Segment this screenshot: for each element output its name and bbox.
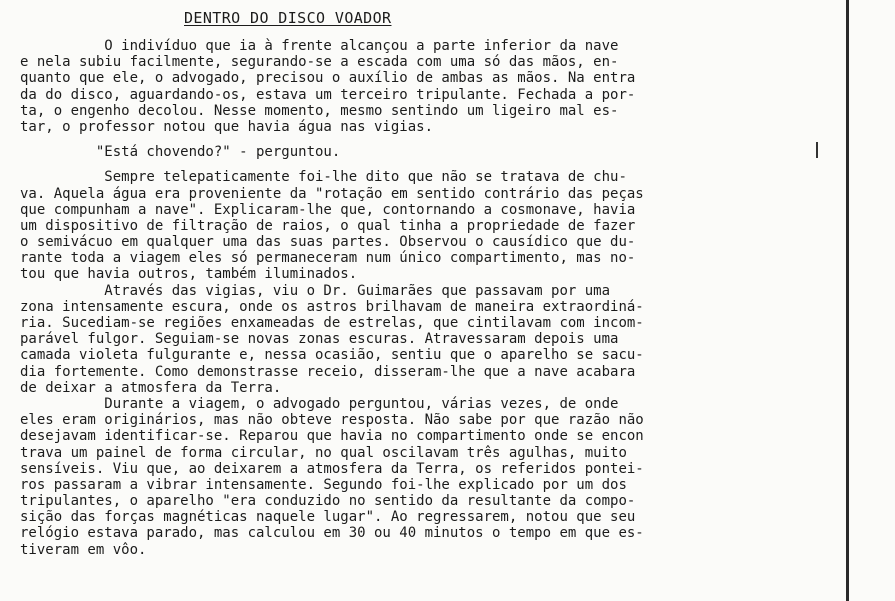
text-line: de deixar a atmosfera da Terra. [20,379,282,396]
text-line: dia fortemente. Como demonstrasse receio, disseram-lhe que a nave acabara [20,363,636,380]
text-line: "Está chovendo?" - perguntou. [20,144,341,161]
text-line: va. Aquela água era proveniente da "rotação em sentido contrário das peças [20,185,644,202]
paragraph [20,283,832,396]
text-line: tar, o professor notou que havia água nas vigias. [20,118,434,135]
paragraph [20,169,832,282]
text-line: quanto que ele, o advogado, precisou o auxílio de ambas as mãos. Na entra [20,70,636,87]
text-line: O indivíduo que ia à frente alcançou a parte inferior da nave [20,38,619,54]
text-line: tiveram em vôo. [20,541,147,558]
text-line: parável fulgor. Seguiam-se novas zonas escuras. Atravessaram depois uma [20,331,619,348]
text-line: camada violeta fulgurante e, nessa ocasião, sentiu que o aparelho se sacu- [20,347,644,364]
document-title: DENTRO DO DISCO VOADOR [184,9,392,27]
text-line: sensíveis. Viu que, ao deixarem a atmosfera da Terra, os referidos pontei- [20,460,644,477]
text-line: tou que havia outros, também iluminados. [20,266,358,283]
text-line: relógio estava parado, mas calculou em 30 ou 40 minutos o tempo em que es- [20,525,644,542]
paragraph [20,38,832,135]
text-line: zona intensamente escura, onde os astros brilhavam de maneira extraordiná- [20,298,644,315]
text-line: Durante a viagem, o advogado perguntou, várias vezes, de onde [20,395,619,412]
paragraph [20,396,832,558]
paragraph [20,144,832,160]
text-line: desejavam identificar-se. Reparou que havia no compartimento onde se encon [20,428,644,445]
text-line: da do disco, aguardando-os, estava um terceiro tripulante. Fechada a por- [20,86,636,103]
text-line: e nela subiu facilmente, segurando-se a escada com uma só das mãos, en- [20,54,619,71]
text-line: ros passaram a vibrar intensamente. Segundo foi-lhe explicado por um dos [20,476,627,493]
text-line: sição das forças magnéticas naquele lugar". Ao regressarem, notou que seu [20,509,636,526]
text-line: o semivácuo em qualquer uma das suas partes. Observou o causídico que du- [20,234,636,251]
text-line: eles eram originários, mas não obteve resposta. Não sabe por que razão não [20,412,644,429]
text-line: que compunham a nave". Explicaram-lhe que, contornando a cosmonave, havia [20,201,636,218]
text-line: um dispositivo de filtração de raios, o qual tinha a propriedade de fazer [20,217,636,234]
text-line: trava um painel de forma circular, no qual oscilavam três agulhas, muito [20,444,627,461]
page-edge-line [846,0,849,601]
document-body [20,38,832,558]
text-line: ria. Sucediam-se regiões enxameadas de estrelas, que cintilavam com incom- [20,315,644,331]
text-line: Sempre telepaticamente foi-lhe dito que não se tratava de chu- [20,169,627,186]
text-line: rante toda a viagem eles só permaneceram num único compartimento, mas no- [20,250,636,267]
text-line: ta, o engenho decolou. Nesse momento, mesmo sentindo um ligeiro mal es- [20,102,619,119]
text-line: tripulantes, o aparelho "era conduzido no sentido da resultante da compo- [20,493,636,510]
text-line: Através das vigias, viu o Dr. Guimarães que passavam por uma [20,282,611,299]
